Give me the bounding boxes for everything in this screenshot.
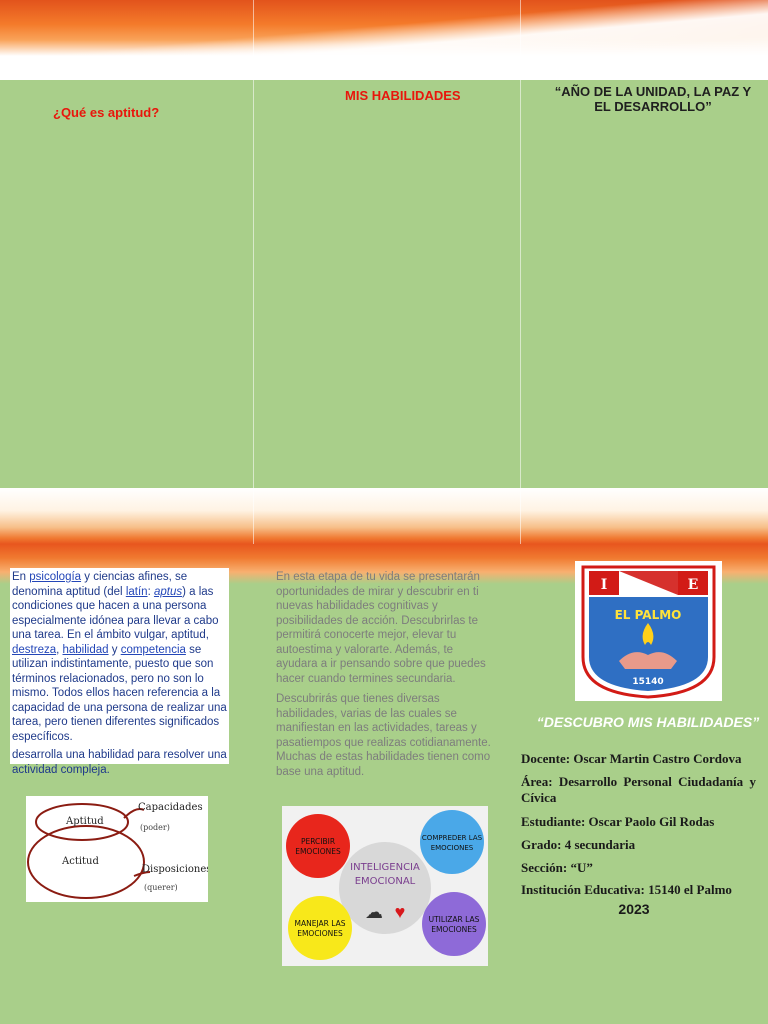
label-disposiciones: Disposiciones [142,864,208,875]
motto [540,84,766,114]
label-actitud: Actitud [62,856,99,867]
label-capacidades: Capacidades [138,802,203,813]
link-competencia[interactable]: competencia [120,643,186,656]
text-fragment: ) a las condiciones que hacen a una persona especialmente idónea para llevar a cabo una tarea. En el ámbito vulgar, aptitud, [12,585,219,641]
center-circle [339,842,431,934]
comprender-label-1: COMPREDER LAS [421,834,483,842]
circle-percibir [286,814,350,878]
manejar-label-2: EMOCIONES [297,929,343,938]
link-destreza[interactable]: destreza [12,643,57,656]
link-aptus[interactable]: aptus [153,585,183,598]
text-fragment: y ciencias afines, se denomina aptitud (del [12,571,188,598]
text-fragment: se utilizan indistintamente, puesto que son términos relacionados, pero no son lo mismo. Todos ellos hacen referencia a la capacidad de una persona de realizar una tarea, pero tienen diferentes significados específicos. [12,643,227,743]
paragraph-1: En esta etapa de tu vida se presentarán oportunidades de mirar y descubrir en ti nuevas habilidades cognitivas y posibilidades de acción. Descubrirlas te permitirá conocerte mejor, elevar tu autoestima y valorarte. Además, te ayudara a ir pensando sobre que puedes hacer cuando termines secundaria. [276,571,486,685]
brain-icon: ☁ [365,902,383,922]
label-querer: (querer) [144,883,178,892]
comprender-label-2: EMOCIONES [430,844,474,852]
brochure-subtitle: “DESCUBRO MIS HABILIDADES” [536,714,760,730]
school-logo [575,561,722,701]
utilizar-label-1: UTILIZAR LAS [428,915,480,924]
area: Área: Desarrollo Personal Ciudadanía y Cívica [521,774,756,805]
link-psicologia[interactable]: psicología [29,571,82,583]
column-divider [520,0,521,544]
center-label-1: INTELIGENCIA [350,862,420,873]
grado: Grado: 4 secundaria [521,837,636,852]
paragraph-2: Descubrirás que tienes diversas habilidades, varias de las cuales se manifiestan en las actividades, tareas y pasatiempos que realizas cotidianamente. Muchas de estas habilidades tienen como base una aptitud. [276,693,491,778]
top-decorative-band [0,0,768,80]
habilidades-text [276,570,496,785]
aptitud-actitud-diagram [26,796,208,902]
middle-decorative-band [0,488,768,544]
panel1-heading: ¿Qué es aptitud? [53,105,160,120]
label-aptitud: Aptitud [66,816,104,827]
link-habilidad[interactable]: habilidad [62,643,109,656]
percibir-label-2: EMOCIONES [295,847,341,856]
text-fragment: En [12,571,30,583]
year: 2023 [618,901,650,917]
motto-line-1: “AÑO DE LA UNIDAD, LA PAZ Y [554,84,752,99]
aptitud-definition [10,568,229,776]
seccion: Sección: “U” [521,860,593,875]
emotional-intelligence-figure [282,806,488,966]
logo-letter-i: I [600,577,608,593]
percibir-label-1: PERCIBIR [300,837,336,846]
text-fragment: , [56,643,63,656]
text-fragment: : [147,585,154,598]
circle-comprender [420,810,484,874]
estudiante: Estudiante: Oscar Paolo Gil Rodas [521,814,715,829]
text-fragment: y [108,643,121,656]
panel2-heading: MIS HABILIDADES [345,88,461,103]
logo-number: 15140 [632,677,664,687]
label-poder: (poder) [140,823,170,832]
circle-manejar [288,896,352,960]
heart-icon: ♥ [394,902,406,922]
column-divider [253,0,254,544]
manejar-label-1: MANEJAR LAS [294,919,346,928]
utilizar-label-2: EMOCIONES [431,925,477,934]
center-label-2: EMOCIONAL [354,876,416,887]
docente: Docente: Oscar Martin Castro Cordova [521,751,742,766]
link-latin[interactable]: latín [125,585,148,598]
circle-utilizar [422,892,486,956]
motto-line-2: EL DESARROLLO” [594,99,712,114]
institucion: Institución Educativa: 15140 el Palmo [521,882,732,897]
closing-sentence: desarrolla una habilidad para resolver una actividad compleja. [12,749,227,776]
logo-letter-e: E [687,577,699,593]
logo-name: EL PALMO [614,608,682,622]
